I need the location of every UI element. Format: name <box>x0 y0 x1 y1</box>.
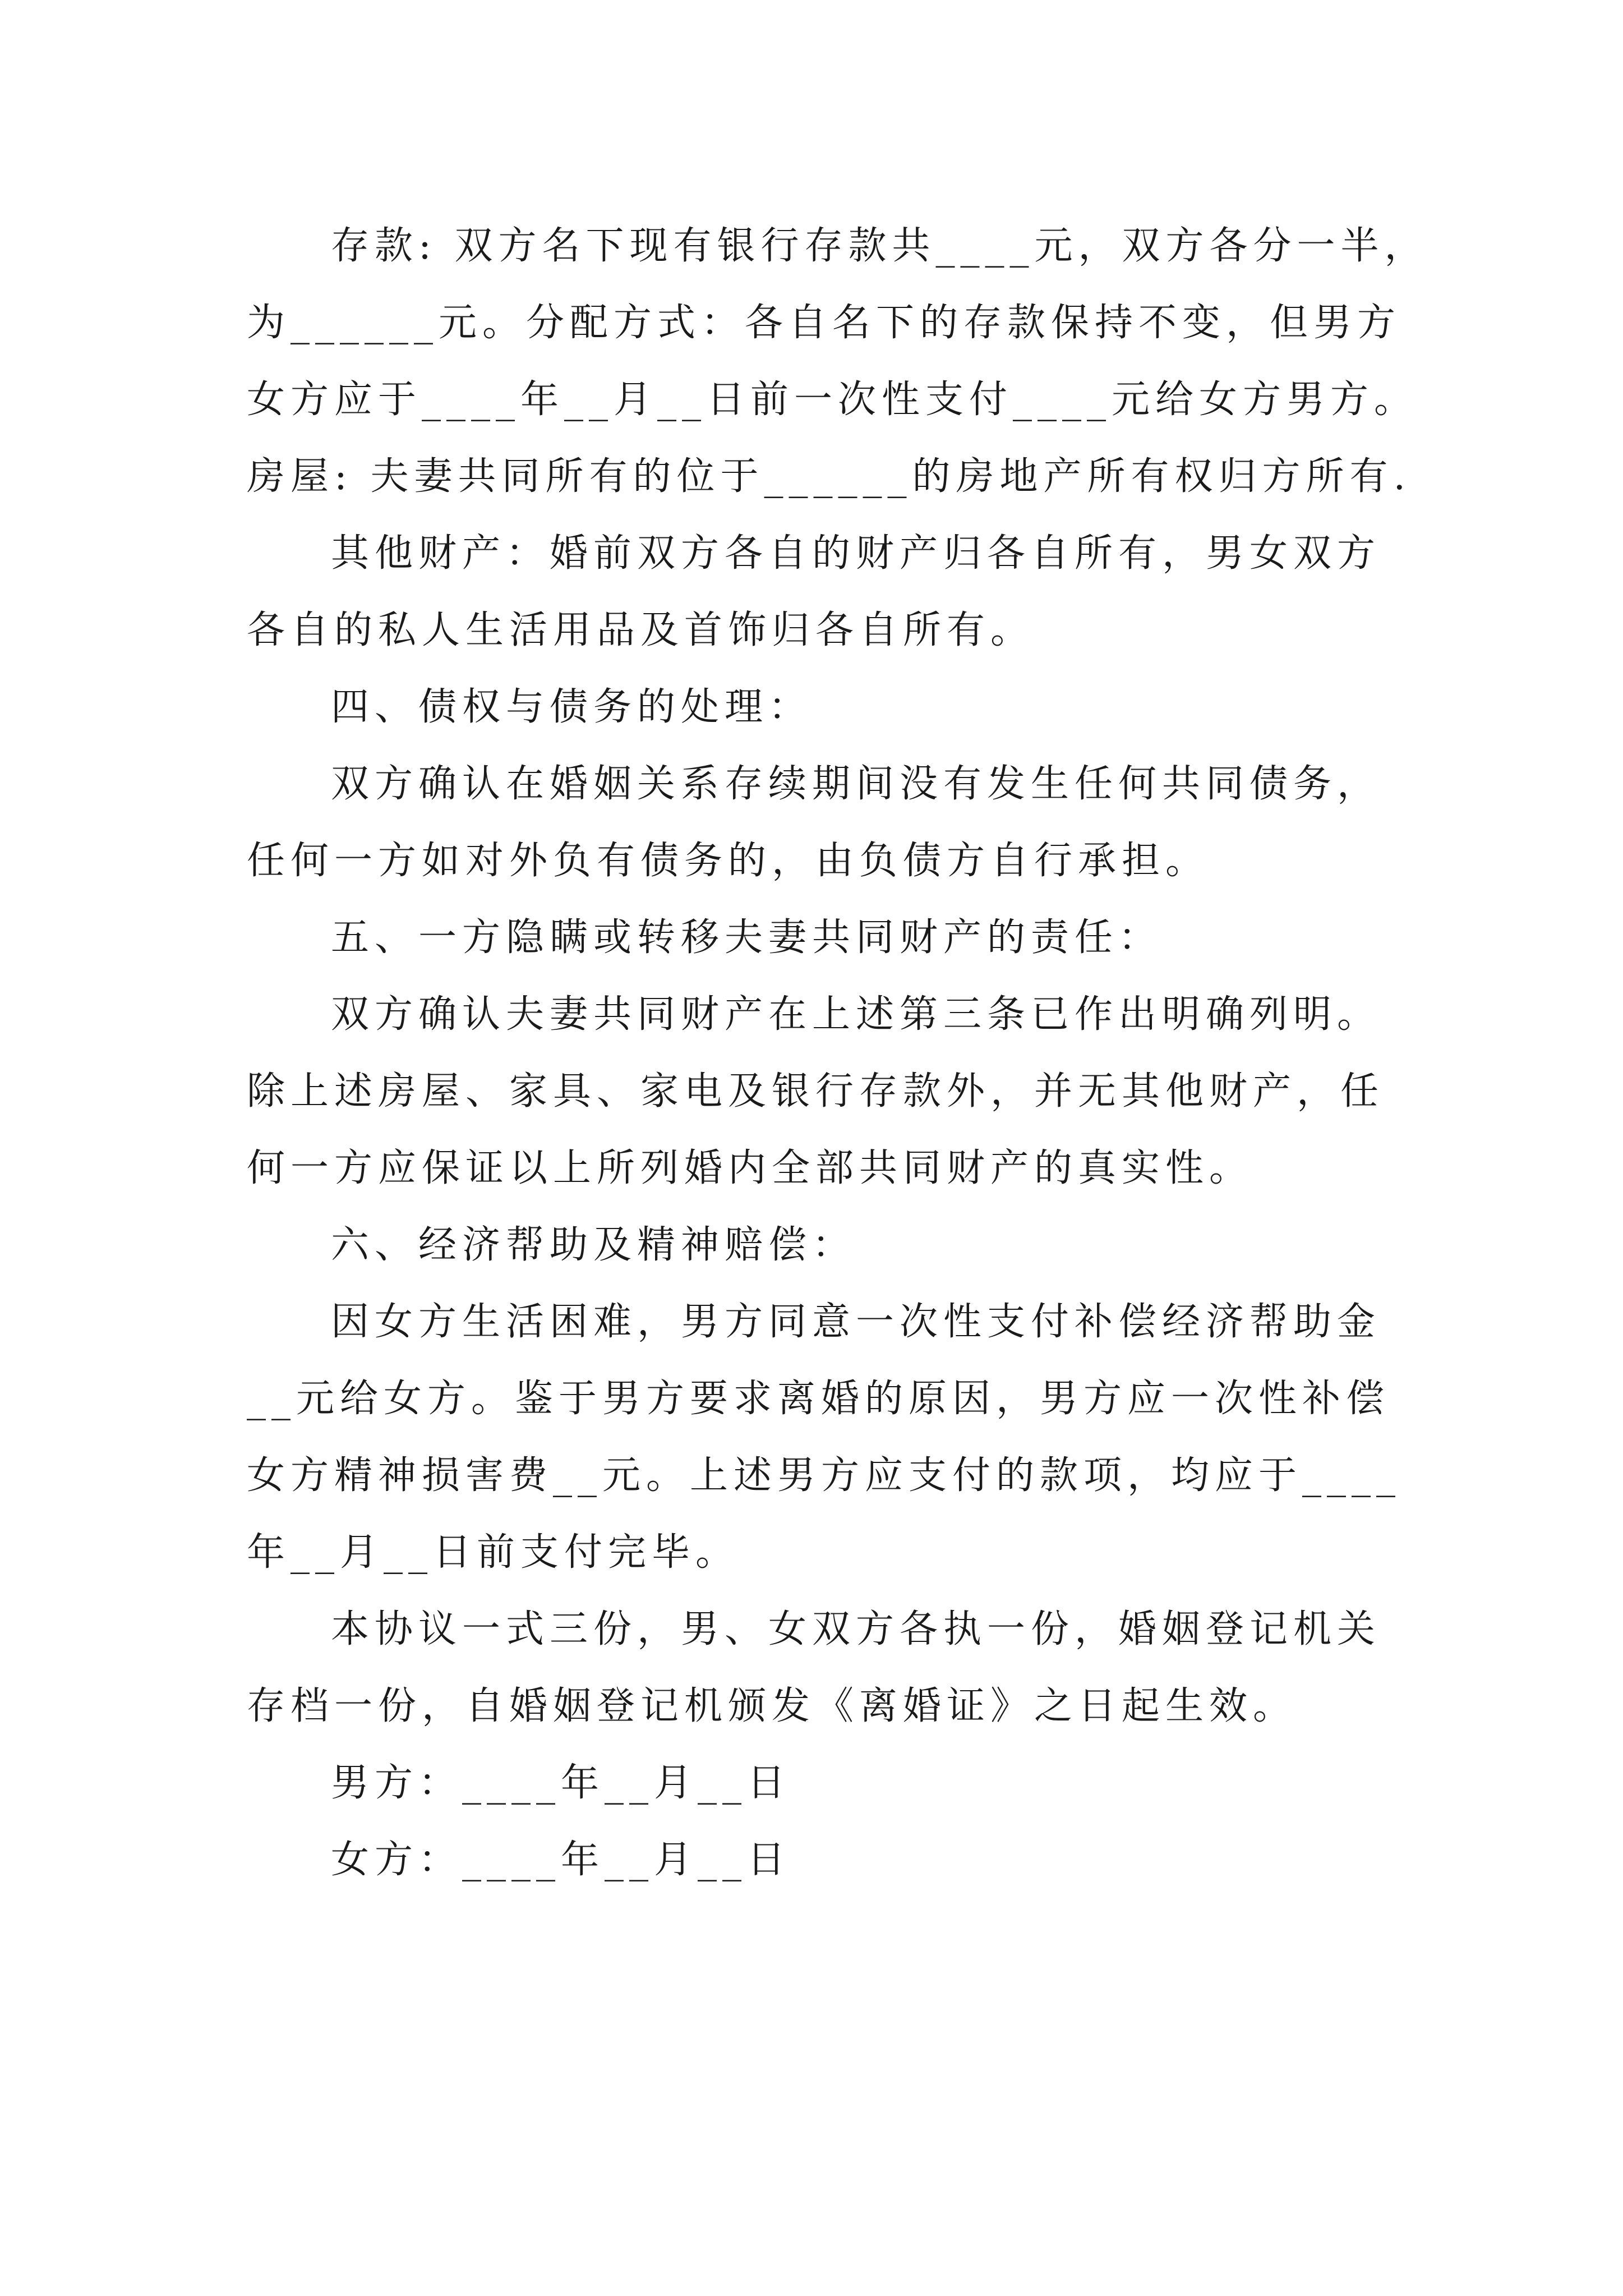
text-line: 存款: 双方名下现有银行存款共____元，双方各分一半， <box>331 224 1428 268</box>
text-line: 任何一方如对外负有债务的，由负债方自行承担。 <box>247 839 1210 883</box>
text-line: 女方应于____年__月__日前一次性支付____元给女方男方。 <box>247 378 1418 422</box>
text-line: 双方确认在婚姻关系存续期间没有发生任何共同债务， <box>331 762 1381 806</box>
section-heading: 四、债权与债务的处理： <box>331 685 813 729</box>
text-line: 女方精神损害费__元。上述男方应支付的款项，均应于____ <box>247 1453 1401 1498</box>
section-heading: 五、一方隐瞒或转移夫妻共同财产的责任： <box>331 915 1163 960</box>
text-line: 房屋: 夫妻共同所有的位于______的房地产所有权归方所有. <box>247 454 1412 499</box>
text-line: 除上述房屋、家具、家电及银行存款外，并无其他财产，任 <box>247 1069 1385 1114</box>
text-line: __元给女方。鉴于男方要求离婚的原因，男方应一次性补偿 <box>247 1377 1390 1421</box>
section-heading: 六、经济帮助及精神赔偿： <box>331 1223 856 1267</box>
text-line: 本协议一式三份，男、女双方各执一份，婚姻登记机关 <box>331 1607 1381 1651</box>
signature-line-male: 男方：____年__月__日 <box>331 1761 791 1805</box>
text-line: 何一方应保证以上所列婚内全部共同财产的真实性。 <box>247 1146 1253 1190</box>
text-line: 各自的私人生活用品及首饰归各自所有。 <box>247 608 1035 652</box>
text-line: 其他财产：婚前双方各自的财产归各自所有，男女双方 <box>331 531 1381 576</box>
text-line: 为______元。分配方式：各自名下的存款保持不变，但男方 <box>247 301 1401 345</box>
text-line: 年__月__日前支付完毕。 <box>247 1530 740 1575</box>
text-line: 因女方生活困难，男方同意一次性支付补偿经济帮助金 <box>331 1300 1381 1344</box>
signature-line-female: 女方：____年__月__日 <box>331 1838 791 1882</box>
document-body <box>247 208 1428 1898</box>
text-line: 存档一份，自婚姻登记机颁发《离婚证》之日起生效。 <box>247 1684 1297 1728</box>
text-line: 双方确认夫妻共同财产在上述第三条已作出明确列明。 <box>331 992 1381 1037</box>
